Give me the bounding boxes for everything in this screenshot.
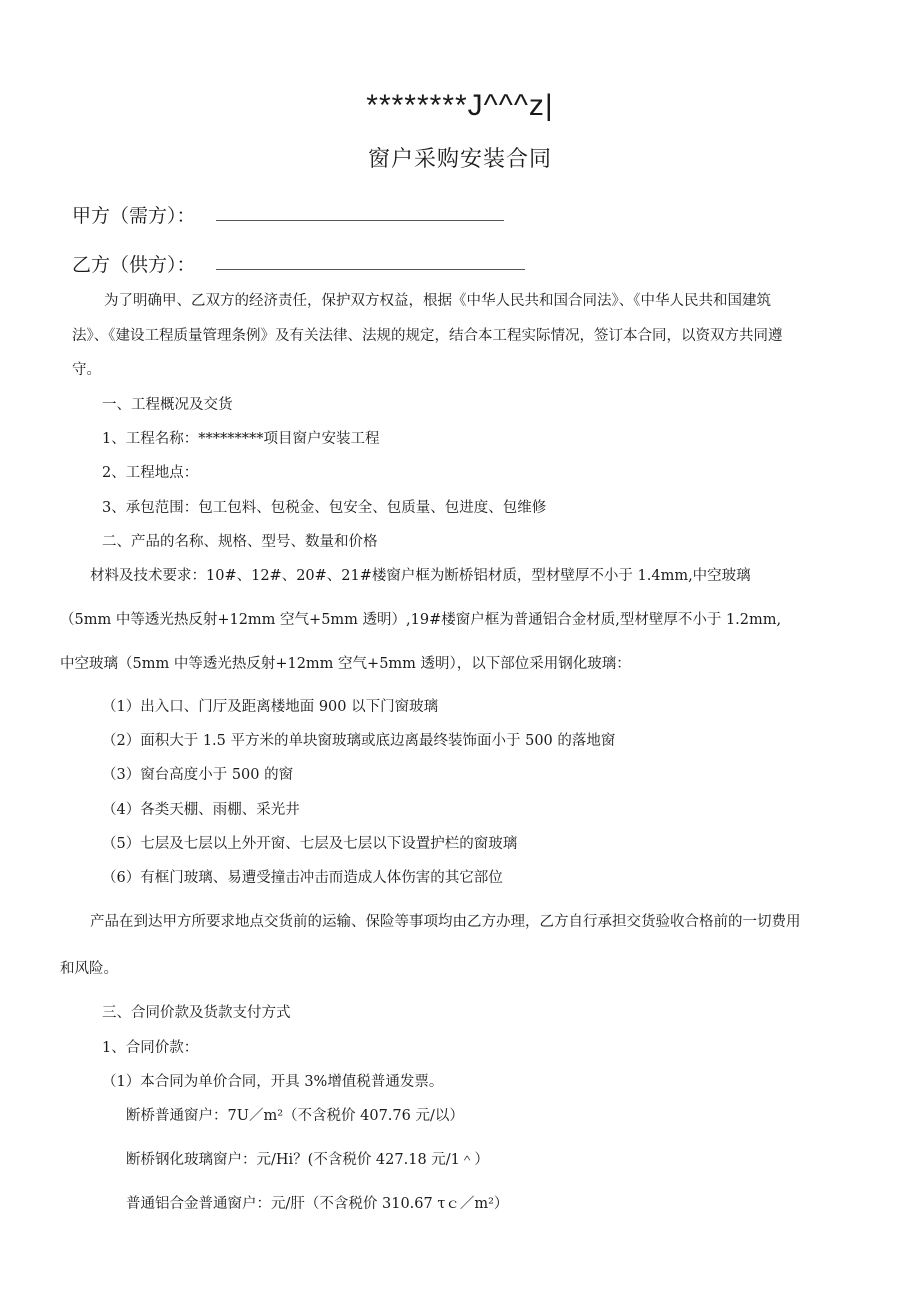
- material-line-3: 中空玻璃（5mm 中等透光热反射+12mm 空气+5mm 透明），以下部位采用钢化玻璃：: [60, 656, 631, 672]
- preamble-line-2: 法》、《建设工程质量管理条例》及有关法律、法规的规定，结合本工程实际情况，签订本合同，以资双方共同遵: [72, 328, 783, 344]
- price-item-3: 普通铝合金普通窗户：元/肝（不含税价 310.67 τｃ／m²）: [126, 1196, 509, 1212]
- section1-item-2: 2、工程地点：: [102, 465, 199, 481]
- tempered-item-5: （5）七层及七层以上外开窗、七层及七层以下设置护栏的窗玻璃: [102, 836, 518, 852]
- party-b-label: 乙方（供方）：: [72, 254, 196, 276]
- section3-heading: 三、合同价款及货款支付方式: [102, 1005, 291, 1021]
- contract-title: 窗户采购安装合同: [367, 147, 552, 172]
- tempered-item-2: （2）面积大于 1.5 平方米的单块窗玻璃或底边离最终装饰面小于 500 的落地窗: [102, 733, 616, 749]
- material-line-2: （5mm 中等透光热反射+12mm 空气+5mm 透明）,19#楼窗户框为普通铝合金材质,型材壁厚不小于 1.2mm,: [60, 612, 782, 628]
- document-code-line: ********J^^^z|: [366, 89, 554, 122]
- party-a-label: 甲方（需方）：: [72, 205, 196, 227]
- section1-item-1: 1、工程名称：*********项目窗户安装工程: [102, 431, 380, 447]
- party-a-blank-line: [216, 220, 504, 221]
- section1-heading: 一、工程概况及交货: [102, 397, 233, 413]
- preamble-line-1: 为了明确甲、乙双方的经济责任，保护双方权益，根据《中华人民共和国合同法》、《中华人民共和国建筑: [104, 293, 771, 309]
- section3-clause1: （1）本合同为单价合同，开具 3%增值税普通发票。: [102, 1074, 444, 1090]
- tempered-item-3: （3）窗台高度小于 500 的窗: [102, 767, 294, 783]
- section2-heading: 二、产品的名称、规格、型号、数量和价格: [102, 534, 378, 550]
- tempered-item-6: （6）有框门玻璃、易遭受撞击冲击而造成人体伤害的其它部位: [102, 870, 503, 886]
- material-line-1: 材料及技术要求：10#、12#、20#、21#楼窗户框为断桥铝材质，型材壁厚不小于 1.4mm,中空玻璃: [90, 568, 751, 584]
- section3-sub1: 1、合同价款：: [102, 1040, 199, 1056]
- tempered-item-4: （4）各类天棚、雨棚、采光井: [102, 802, 300, 818]
- delivery-line-2: 和风险。: [60, 961, 118, 977]
- preamble-line-3: 守。: [72, 362, 101, 378]
- tempered-item-1: （1）出入口、门厅及距离楼地面 900 以下门窗玻璃: [102, 699, 439, 715]
- party-b-blank-line: [216, 269, 525, 270]
- section1-item-3: 3、承包范围：包工包料、包税金、包安全、包质量、包进度、包维修: [102, 500, 547, 516]
- delivery-line-1: 产品在到达甲方所要求地点交货前的运输、保险等事项均由乙方办理，乙方自行承担交货验收合格前的一切费用: [90, 914, 801, 930]
- price-item-1: 断桥普通窗户：7U／m²（不含税价 407.76 元/以）: [126, 1108, 464, 1124]
- price-item-2: 断桥钢化玻璃窗户：元/Hi？(不含税价 427.18 元/1＾）: [126, 1152, 489, 1168]
